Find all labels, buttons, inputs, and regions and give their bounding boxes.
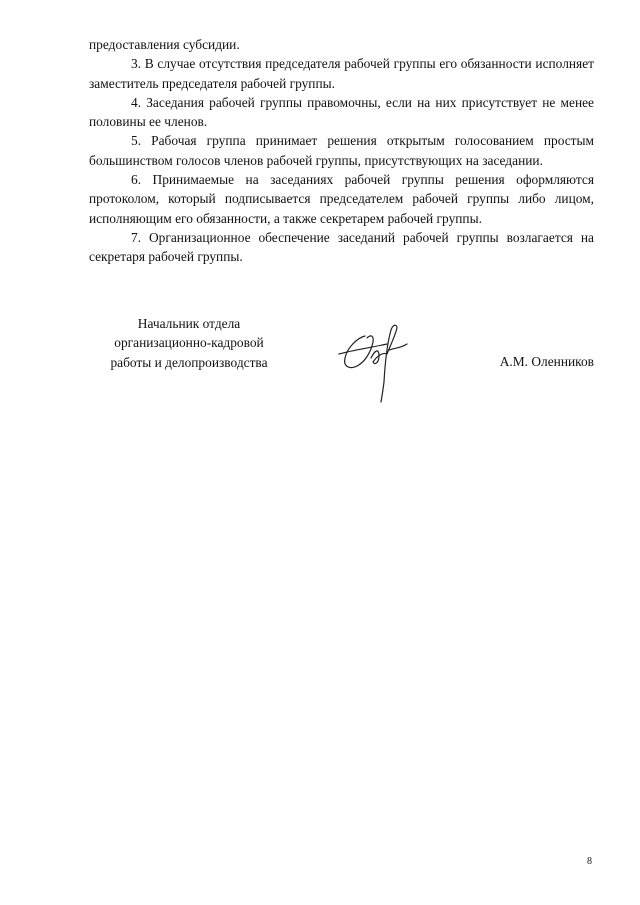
page-number: 8: [587, 856, 592, 867]
document-body: [89, 35, 594, 267]
signer-position: [89, 314, 289, 372]
paragraph-item-7: 7. Организационное обеспечение заседаний рабочей группы возлагается на секретаря рабочей группы.: [89, 229, 594, 265]
paragraph-item-5: 5. Рабочая группа принимает решения открытым голосованием простым большинством голосов членов рабочей группы, присутствующих на заседании.: [89, 133, 594, 168]
handwritten-signature-icon: [335, 314, 417, 404]
signer-name: А.М. Оленников: [499, 354, 594, 369]
paragraph-item-6: 6. Принимаемые на заседаниях рабочей группы решения оформляются протоколом, который подписывается председателем рабочей группы либо лицом, исполняющим его обязанности, а также секретарем рабочей группы.: [89, 172, 594, 226]
paragraph-continuation: предоставления субсидии.: [89, 37, 240, 52]
signer-position-line: организационно-кадровой: [114, 335, 264, 351]
signer-position-line: Начальник отдела: [137, 316, 241, 331]
paragraph-item-3: 3. В случае отсутствия председателя рабочей группы его обязанности исполняет заместитель председателя рабочей группы.: [89, 56, 594, 91]
signature-block: [89, 314, 594, 404]
signer-position-line: работы и делопроизводства: [110, 354, 268, 370]
paragraph-item-4: 4. Заседания рабочей группы правомочны, если на них присутствует не менее половины ее членов.: [89, 94, 594, 130]
